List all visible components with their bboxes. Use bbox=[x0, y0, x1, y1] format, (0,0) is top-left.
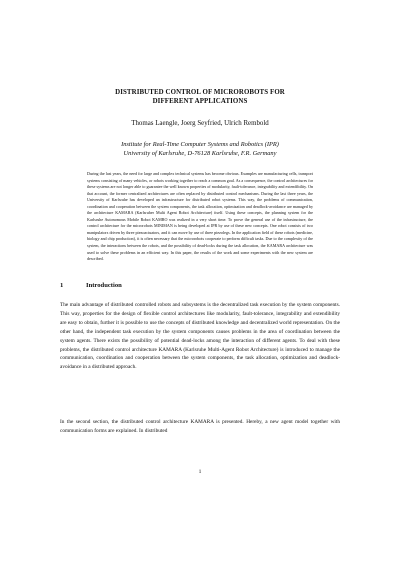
affiliation-line-1: Institute for Real-Time Computer Systems and Robotics (IPR) bbox=[121, 141, 279, 148]
author-list: Thomas Laengle, Joerg Seyfried, Ulrich Rembold bbox=[131, 120, 269, 127]
title-line-2: DIFFERENT APPLICATIONS bbox=[152, 98, 248, 105]
affiliation bbox=[60, 140, 340, 158]
title-line-1: DISTRIBUTED CONTROL OF MICROROBOTS FOR bbox=[115, 89, 285, 96]
abstract-text: During the last years, the need for large and complex technical systems has become obvious. Examples are manufacturing cells, transport systems consisting of many vehicles, or robots working together to reach a common goal. As a consequence, the control architectures for these systems are not longer able to guarantee the well known properties of modularity, fault-tolerance, integrability and extendibility. On that account, the former centralized architectures are often replaced by distributed control mechanisms. During the last three years, the University of Karlsruhe has developed an infrastructure for distributed robot systems. This way, the problems of communication, coordination and cooperation between the system components, the task allocation, optimization and deadlock-avoidance are managed by the architecture KAMARA (Karlsruher Multi Agent Robot Architecture) itself. Using these concepts, the planning system for the Karlsruhe Autonomous Mobile Robot KAMRO was realized in a very short time. To prove the general use of the infrastructure, the control architecture for the microrobots MINIMAN is being developed at IPR by use of these new concepts. One robot consists of two manipulators driven by three piezoactuators, and it can move by use of three piezolegs. In the application field of these robots (medicine, biology and chip production), it is often necessary that the microrobots cooperate to perform difficult tasks. Due to the complexity of the system, the interactions between the robots, and the possibility of dead-locks during the task allocation, the KAMARA architecture was used to solve these problems in an efficient way. In this paper, the results of the work and some experiments with the new system are described. bbox=[87, 171, 313, 262]
body-paragraph-1: The main advantage of distributed controlled robots and subsystems is the decentralized task execution by the system components. This way, properties for the design of flexible control architectures like modularity, fault-tolerance, integrability and extendibility are easy to obtain, further it is possible to use the concepts of distributed knowledge and decentralized world representation. On the other hand, the independent task execution by the system components causes problems in the area of coordination between the system agents. There exists the possibility of potential dead-locks among the interaction of different agents. To deal with these problems, the distributed control architecture KAMARA (Karlsruhe Multi-Agent Robot Architecture) is introduced to manage the communication, coordination and cooperation between the system components, the task allocation, optimization and deadlock-avoidance in a distributed approach. bbox=[60, 302, 340, 371]
paper-title bbox=[60, 88, 340, 106]
body-paragraph-2: In the second section, the distributed control architecture KAMARA is presented. Hereby, a new agent model together with communication forms are explained. In distributed bbox=[60, 419, 340, 434]
section-number: 1 bbox=[60, 282, 64, 289]
section-heading-introduction bbox=[60, 281, 340, 290]
page-number: 1 bbox=[198, 469, 202, 475]
section-title: Introduction bbox=[86, 282, 122, 289]
affiliation-line-2: University of Karlsruhe, D-76128 Karlsruhe, F.R. Germany bbox=[123, 150, 277, 157]
